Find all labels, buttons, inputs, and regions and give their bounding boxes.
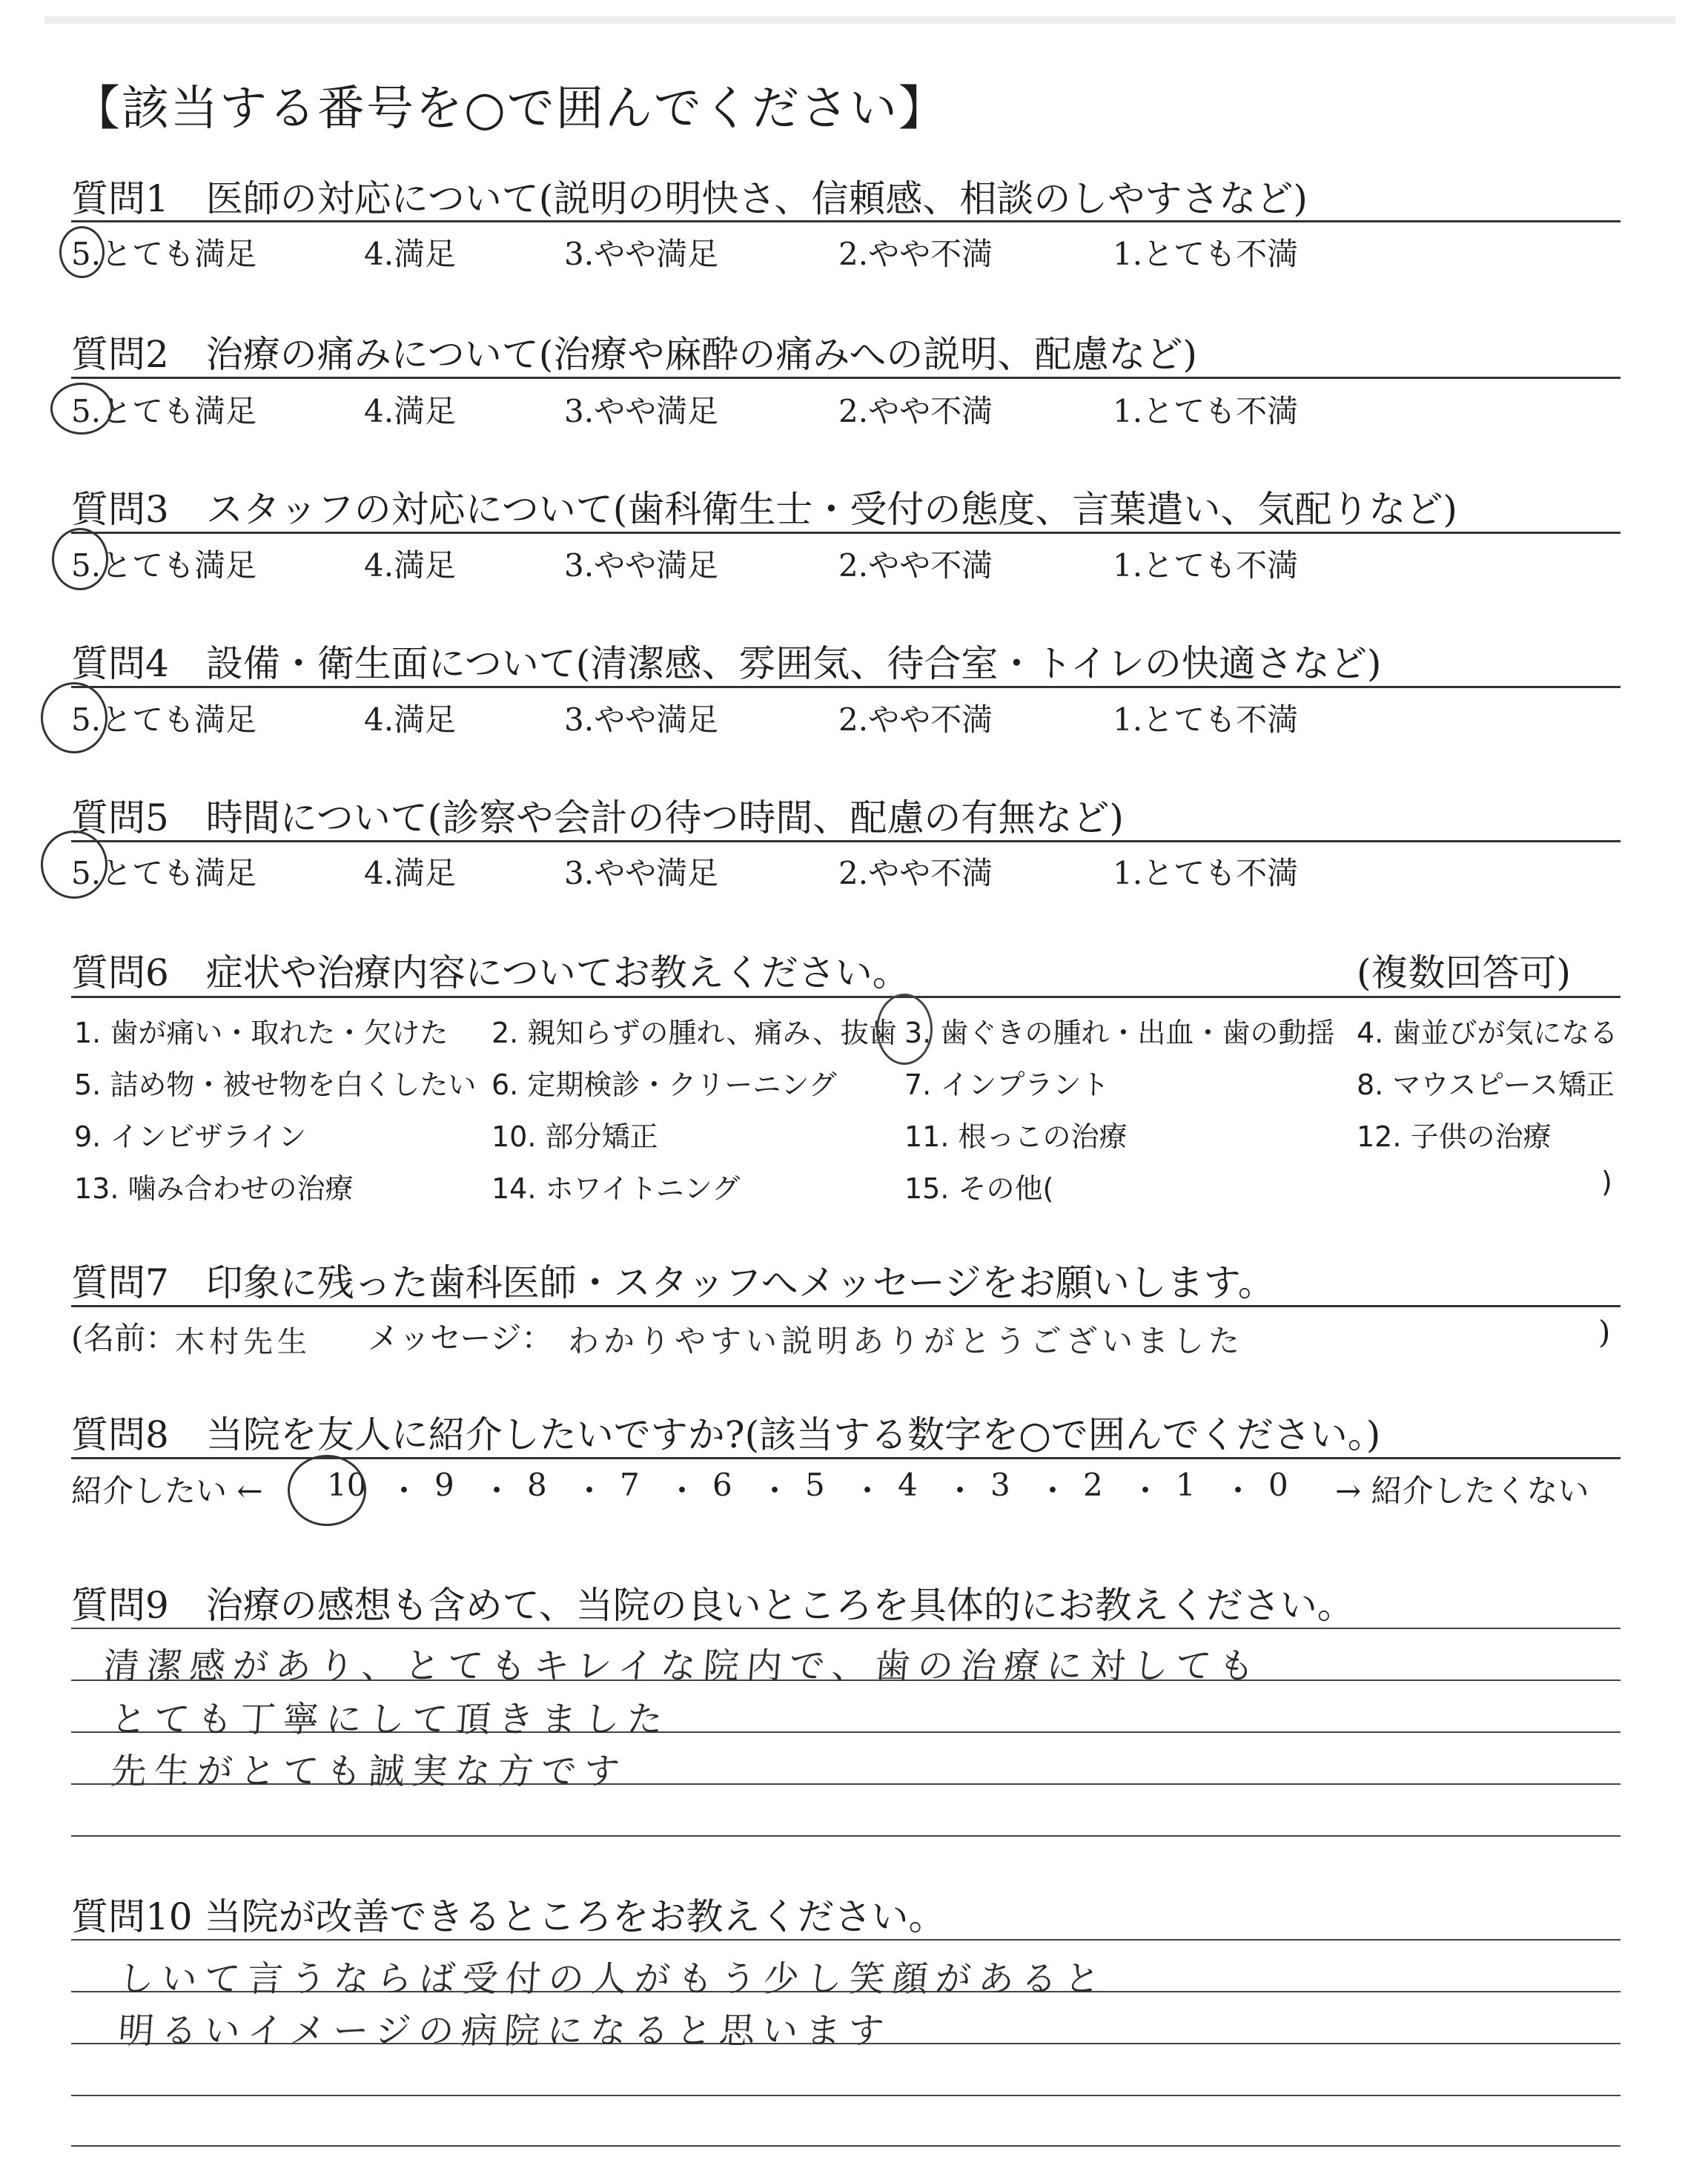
q8-left-label: 紹介したい ← — [71, 1473, 263, 1509]
question-8-title: 質問8 当院を友人に紹介したいですか?(該当する数字を○で囲んでください。) — [71, 1413, 1381, 1456]
q4-option-5[interactable]: 5.とても満足 — [71, 701, 257, 738]
q2-option-1[interactable]: 1.とても不満 — [1113, 393, 1299, 429]
q8-score-7[interactable]: 7 — [620, 1467, 640, 1503]
q5-selection-circle — [41, 830, 107, 899]
question-6-note: (複数回答可) — [1357, 951, 1572, 994]
question-5-rule — [71, 840, 1621, 842]
q6-item-4[interactable]: 4. 歯並びが気になる — [1357, 1017, 1618, 1049]
question-5-title: 質問5 時間について(診察や会計の待つ時間、配慮の有無など) — [71, 796, 1124, 839]
q5-option-5[interactable]: 5.とても満足 — [71, 855, 257, 891]
q5-option-4[interactable]: 4.満足 — [364, 855, 457, 891]
q3-option-4[interactable]: 4.満足 — [364, 547, 457, 584]
q6-item-5[interactable]: 5. 詰め物・被せ物を白くしたい — [74, 1069, 477, 1101]
q8-score-5[interactable]: 5 — [805, 1467, 825, 1503]
q6-item-13[interactable]: 13. 噛み合わせの治療 — [74, 1172, 354, 1205]
q2-option-2[interactable]: 2.やや不満 — [838, 393, 993, 429]
q7-message-value[interactable]: わかりやすい説明ありがとうございました — [568, 1323, 1245, 1359]
question-9-title: 質問9 治療の感想も含めて、当院の良いところを具体的にお教えください。 — [71, 1584, 1354, 1627]
q6-item-6[interactable]: 6. 定期検診・クリーニング — [491, 1069, 837, 1101]
q6-item-2[interactable]: 2. 親知らずの腫れ、痛み、抜歯 — [491, 1017, 897, 1049]
question-1-options — [71, 230, 1621, 274]
q6-item-10[interactable]: 10. 部分矯正 — [491, 1120, 658, 1153]
q7-message-label: メッセージ： — [368, 1320, 553, 1356]
q8-sep: ・ — [1222, 1473, 1254, 1509]
q8-score-10[interactable]: 10 — [327, 1467, 367, 1503]
q7-name-label: (名前： — [71, 1320, 177, 1356]
question-1-rule — [71, 220, 1621, 222]
question-3-rule — [71, 532, 1621, 534]
q1-selection-circle — [59, 226, 105, 278]
q6-item-3[interactable]: 3. 歯ぐきの腫れ・出血・歯の動揺 — [904, 1017, 1335, 1049]
question-6-rule — [71, 996, 1621, 998]
q10-line-1 — [71, 1939, 1621, 1941]
q8-score-3[interactable]: 3 — [990, 1467, 1010, 1503]
question-10-title: 質問10 当院が改善できるところをお教えください。 — [71, 1895, 946, 1938]
q2-option-3[interactable]: 3.やや満足 — [564, 393, 719, 429]
q8-sep: ・ — [852, 1473, 884, 1509]
q8-sep: ・ — [944, 1473, 976, 1509]
q6-selection-circle — [876, 994, 933, 1065]
q9-answer-line-2[interactable]: とても丁寧にして頂きました — [109, 1699, 672, 1740]
question-2-options — [71, 387, 1621, 432]
question-6-title: 質問6 症状や治療内容についてお教えください。 — [71, 951, 910, 994]
q4-option-1[interactable]: 1.とても不満 — [1113, 701, 1299, 738]
q3-option-3[interactable]: 3.やや満足 — [564, 547, 719, 584]
question-1-title: 質問1 医師の対応について(説明の明快さ、信頼感、相談のしやすさなど) — [71, 177, 1308, 220]
q2-selection-circle — [50, 383, 113, 435]
q1-option-4[interactable]: 4.満足 — [364, 236, 457, 272]
q8-score-6[interactable]: 6 — [712, 1467, 732, 1503]
q8-score-2[interactable]: 2 — [1083, 1467, 1103, 1503]
q8-score-1[interactable]: 1 — [1176, 1467, 1196, 1503]
q6-item-9[interactable]: 9. インビザライン — [74, 1120, 307, 1153]
q10-line-5 — [71, 2145, 1621, 2147]
q1-option-1[interactable]: 1.とても不満 — [1113, 236, 1299, 272]
q1-option-3[interactable]: 3.やや満足 — [564, 236, 719, 272]
q2-option-5[interactable]: 5.とても満足 — [71, 393, 257, 429]
question-4-title: 質問4 設備・衛生面について(清潔感、雰囲気、待合室・トイレの快適さなど) — [71, 642, 1382, 685]
q10-answer-line-1[interactable]: しいて言うならば受付の人がもう少し笑顔があると — [116, 1958, 1109, 2000]
q7-close-paren: ) — [1598, 1314, 1611, 1350]
q7-message-line — [71, 1314, 1621, 1366]
q4-option-2[interactable]: 2.やや不満 — [838, 701, 993, 738]
q8-score-4[interactable]: 4 — [898, 1467, 918, 1503]
q6-item-11[interactable]: 11. 根っこの治療 — [904, 1120, 1128, 1153]
q5-option-3[interactable]: 3.やや満足 — [564, 855, 719, 891]
q6-item-8[interactable]: 8. マウスピース矯正 — [1357, 1069, 1615, 1101]
q6-item-15-close: ) — [1601, 1166, 1612, 1198]
q1-option-2[interactable]: 2.やや不満 — [838, 236, 993, 272]
q6-item-1[interactable]: 1. 歯が痛い・取れた・欠けた — [74, 1017, 448, 1049]
q1-option-5[interactable]: 5.とても満足 — [71, 236, 257, 272]
q4-selection-circle — [41, 682, 107, 753]
q5-option-1[interactable]: 1.とても不満 — [1113, 855, 1299, 891]
q2-option-4[interactable]: 4.満足 — [364, 393, 457, 429]
question-4-options — [71, 696, 1621, 740]
q8-sep: ・ — [759, 1473, 791, 1509]
q6-item-12[interactable]: 12. 子供の治療 — [1357, 1120, 1552, 1153]
instruction-heading: 【該当する番号を○で囲んでください】 — [73, 82, 947, 136]
q6-item-14[interactable]: 14. ホワイトニング — [491, 1172, 741, 1205]
question-7-title: 質問7 印象に残った歯科医師・スタッフへメッセージをお願いします。 — [71, 1261, 1275, 1304]
q3-selection-circle — [52, 528, 108, 590]
q6-row-3 — [74, 1114, 1623, 1158]
question-8-rule — [71, 1457, 1621, 1459]
q3-option-5[interactable]: 5.とても満足 — [71, 547, 257, 584]
q5-option-2[interactable]: 2.やや不満 — [838, 855, 993, 891]
q8-sep: ・ — [1037, 1473, 1069, 1509]
q9-line-1 — [71, 1628, 1621, 1629]
q6-row-1 — [74, 1010, 1623, 1054]
q8-right-label: → 紹介したくない — [1335, 1473, 1589, 1509]
q8-score-8[interactable]: 8 — [527, 1467, 547, 1503]
q8-sep: ・ — [388, 1473, 420, 1509]
q4-option-3[interactable]: 3.やや満足 — [564, 701, 719, 738]
q8-sep: ・ — [1130, 1473, 1162, 1509]
q8-sep: ・ — [574, 1473, 606, 1509]
question-3-title: 質問3 スタッフの対応について(歯科衛生士・受付の態度、言葉遣い、気配りなど) — [71, 488, 1457, 531]
question-7-rule — [71, 1305, 1621, 1307]
question-5-options — [71, 849, 1621, 894]
q6-item-7[interactable]: 7. インプラント — [904, 1069, 1110, 1101]
q10-line-4 — [71, 2095, 1621, 2096]
q3-option-1[interactable]: 1.とても不満 — [1113, 547, 1299, 584]
q9-answer-line-1[interactable]: 清潔感があり、とてもキレイな院内で、歯の治療に対しても — [102, 1645, 1263, 1687]
q9-answer-line-3[interactable]: 先生がとても誠実な方です — [109, 1751, 629, 1792]
q10-answer-line-2[interactable]: 明るいイメージの病院になると思います — [116, 2010, 893, 2052]
q6-row-4 — [74, 1166, 1623, 1210]
question-3-options — [71, 541, 1621, 586]
question-4-rule — [71, 686, 1621, 688]
q8-score-9[interactable]: 9 — [434, 1467, 454, 1503]
question-2-title: 質問2 治療の痛みについて(治療や麻酔の痛みへの説明、配慮など) — [71, 333, 1197, 376]
scan-top-edge — [44, 16, 1675, 24]
q6-row-2 — [74, 1062, 1623, 1106]
question-2-rule — [71, 377, 1621, 379]
q8-selection-circle — [288, 1455, 366, 1526]
q8-score-0[interactable]: 0 — [1268, 1467, 1288, 1503]
q4-option-4[interactable]: 4.満足 — [364, 701, 457, 738]
q7-name-value[interactable]: 木村先生 — [175, 1325, 311, 1359]
q8-sep: ・ — [481, 1473, 513, 1509]
q8-sep: ・ — [666, 1473, 698, 1509]
q3-option-2[interactable]: 2.やや不満 — [838, 547, 993, 584]
q9-line-5 — [71, 1835, 1621, 1837]
q6-item-15[interactable]: 15. その他( — [904, 1172, 1054, 1205]
